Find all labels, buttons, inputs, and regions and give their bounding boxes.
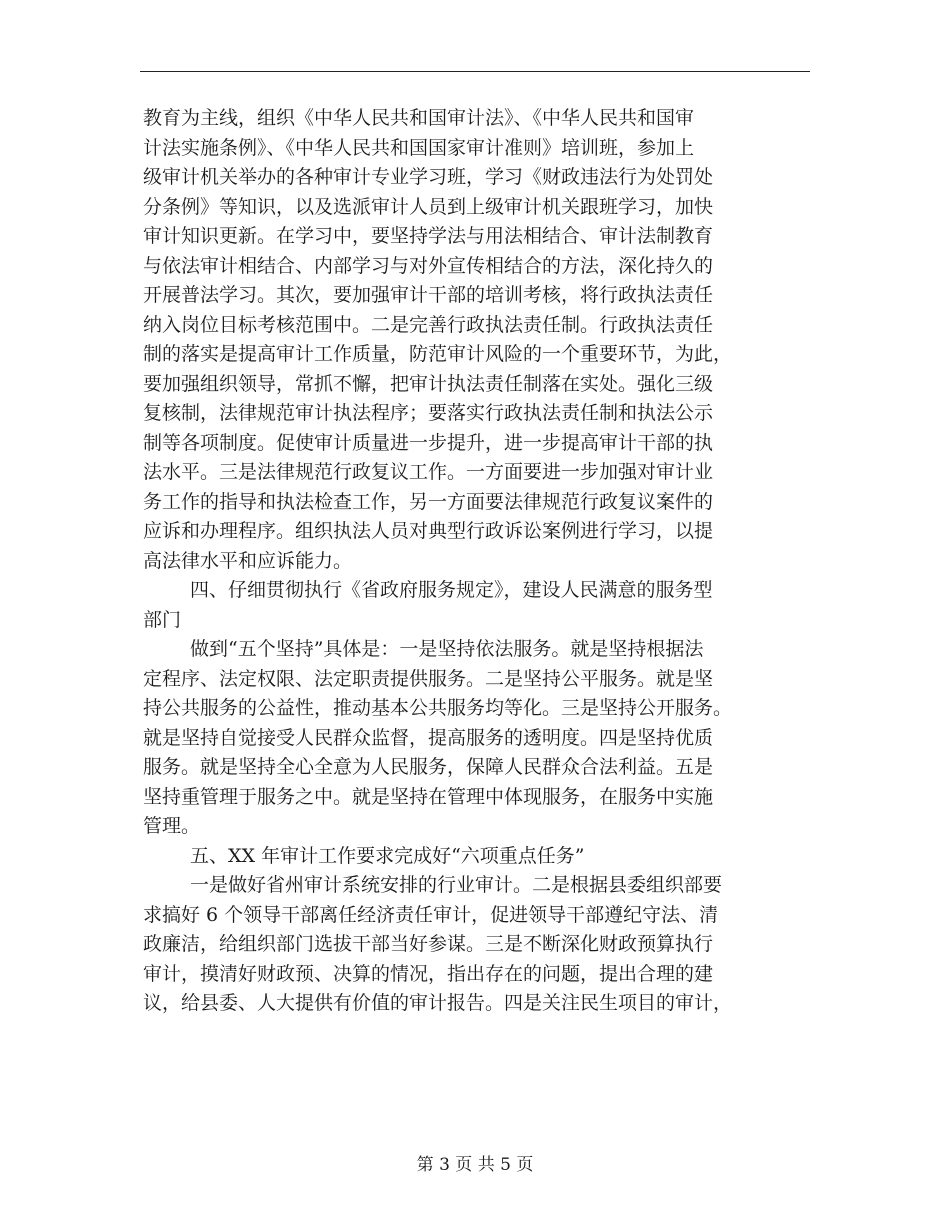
text-line: 计法实施条例》、《中华人民共和国国家审计准则》培训班，参加上 [143,136,695,159]
text-line: 管理。 [143,815,201,837]
text-line: 五、XX 年审计工作要求完成好“六项重点任务” [190,844,585,867]
text-line: 求搞好 6 个领导干部离任经济责任审计，促进领导干部遵纪守法、清 [143,903,719,926]
text-line: 制的落实是提高审计工作质量，防范审计风险的一个重要环节，为此， [143,343,733,365]
text-line: 复核制，法律规范审计执法程序；要落实行政执法责任制和执法公示 [143,402,714,424]
text-line: 审计知识更新。在学习中，要坚持学法与用法相结合、审计法制教育 [143,225,714,247]
text-line: 务工作的指导和执法检查工作，另一方面要法律规范行政复议案件的 [143,490,714,513]
text-line: 制等各项制度。促使审计质量进一步提升，进一步提高审计干部的执 [143,431,714,454]
text-line: 坚持重管理于服务之中。就是坚持在管理中体现服务，在服务中实施 [143,785,714,808]
text-line: 级审计机关举办的各种审计专业学习班，学习《财政违法行为处罚处 [143,166,714,188]
text-line: 做到“五个坚持”具体是：一是坚持依法服务。就是坚持根据法 [190,638,704,660]
text-line: 就是坚持自觉接受人民群众监督，提高服务的透明度。四是坚持优质 [143,726,714,749]
header-rule [140,71,810,72]
text-line: 纳入岗位目标考核范围中。二是完善行政执法责任制。行政执法责任 [143,313,714,336]
text-line: 定程序、法定权限、法定职责提供服务。二是坚持公平服务。就是坚 [143,667,714,690]
text-line: 政廉洁，给组织部门选拔干部当好参谋。三是不断深化财政预算执行 [143,933,714,955]
text-line: 与依法审计相结合、内部学习与对外宣传相结合的方法，深化持久的 [143,254,714,277]
text-line: 法水平。三是法律规范行政复议工作。一方面要进一步加强对审计业 [143,461,714,483]
text-line: 一是做好省州审计系统安排的行业审计。二是根据县委组织部要 [190,874,723,896]
text-line: 持公共服务的公益性，推动基本公共服务均等化。三是坚持公开服务。 [143,697,733,719]
text-line: 教育为主线，组织《中华人民共和国审计法》、《中华人民共和国审 [143,107,695,129]
page-number: 第 3 页 共 5 页 [416,1155,534,1175]
text-line: 开展普法学习。其次，要加强审计干部的培训考核，将行政执法责任 [143,284,714,306]
text-line: 服务。就是坚持全心全意为人民服务，保障人民群众合法利益。五是 [143,756,714,778]
text-line: 分条例》等知识，以及选派审计人员到上级审计机关跟班学习，加快 [143,195,714,218]
text-line: 审计，摸清好财政预、决算的情况，指出存在的问题，提出合理的建 [143,962,714,985]
text-line: 应诉和办理程序。组织执法人员对典型行政诉讼案例进行学习，以提 [143,520,714,542]
text-line: 部门 [143,608,182,631]
text-line: 议，给县委、人大提供有价值的审计报告。四是关注民生项目的审计， [143,992,733,1014]
document-body [143,104,813,1019]
text-line: 高法律水平和应诉能力。 [143,549,353,572]
text-line: 四、仔细贯彻执行《省政府服务规定》，建设人民满意的服务型 [190,579,713,601]
text-line: 要加强组织领导，常抓不懈，把审计执法责任制落在实处。强化三级 [143,372,714,395]
